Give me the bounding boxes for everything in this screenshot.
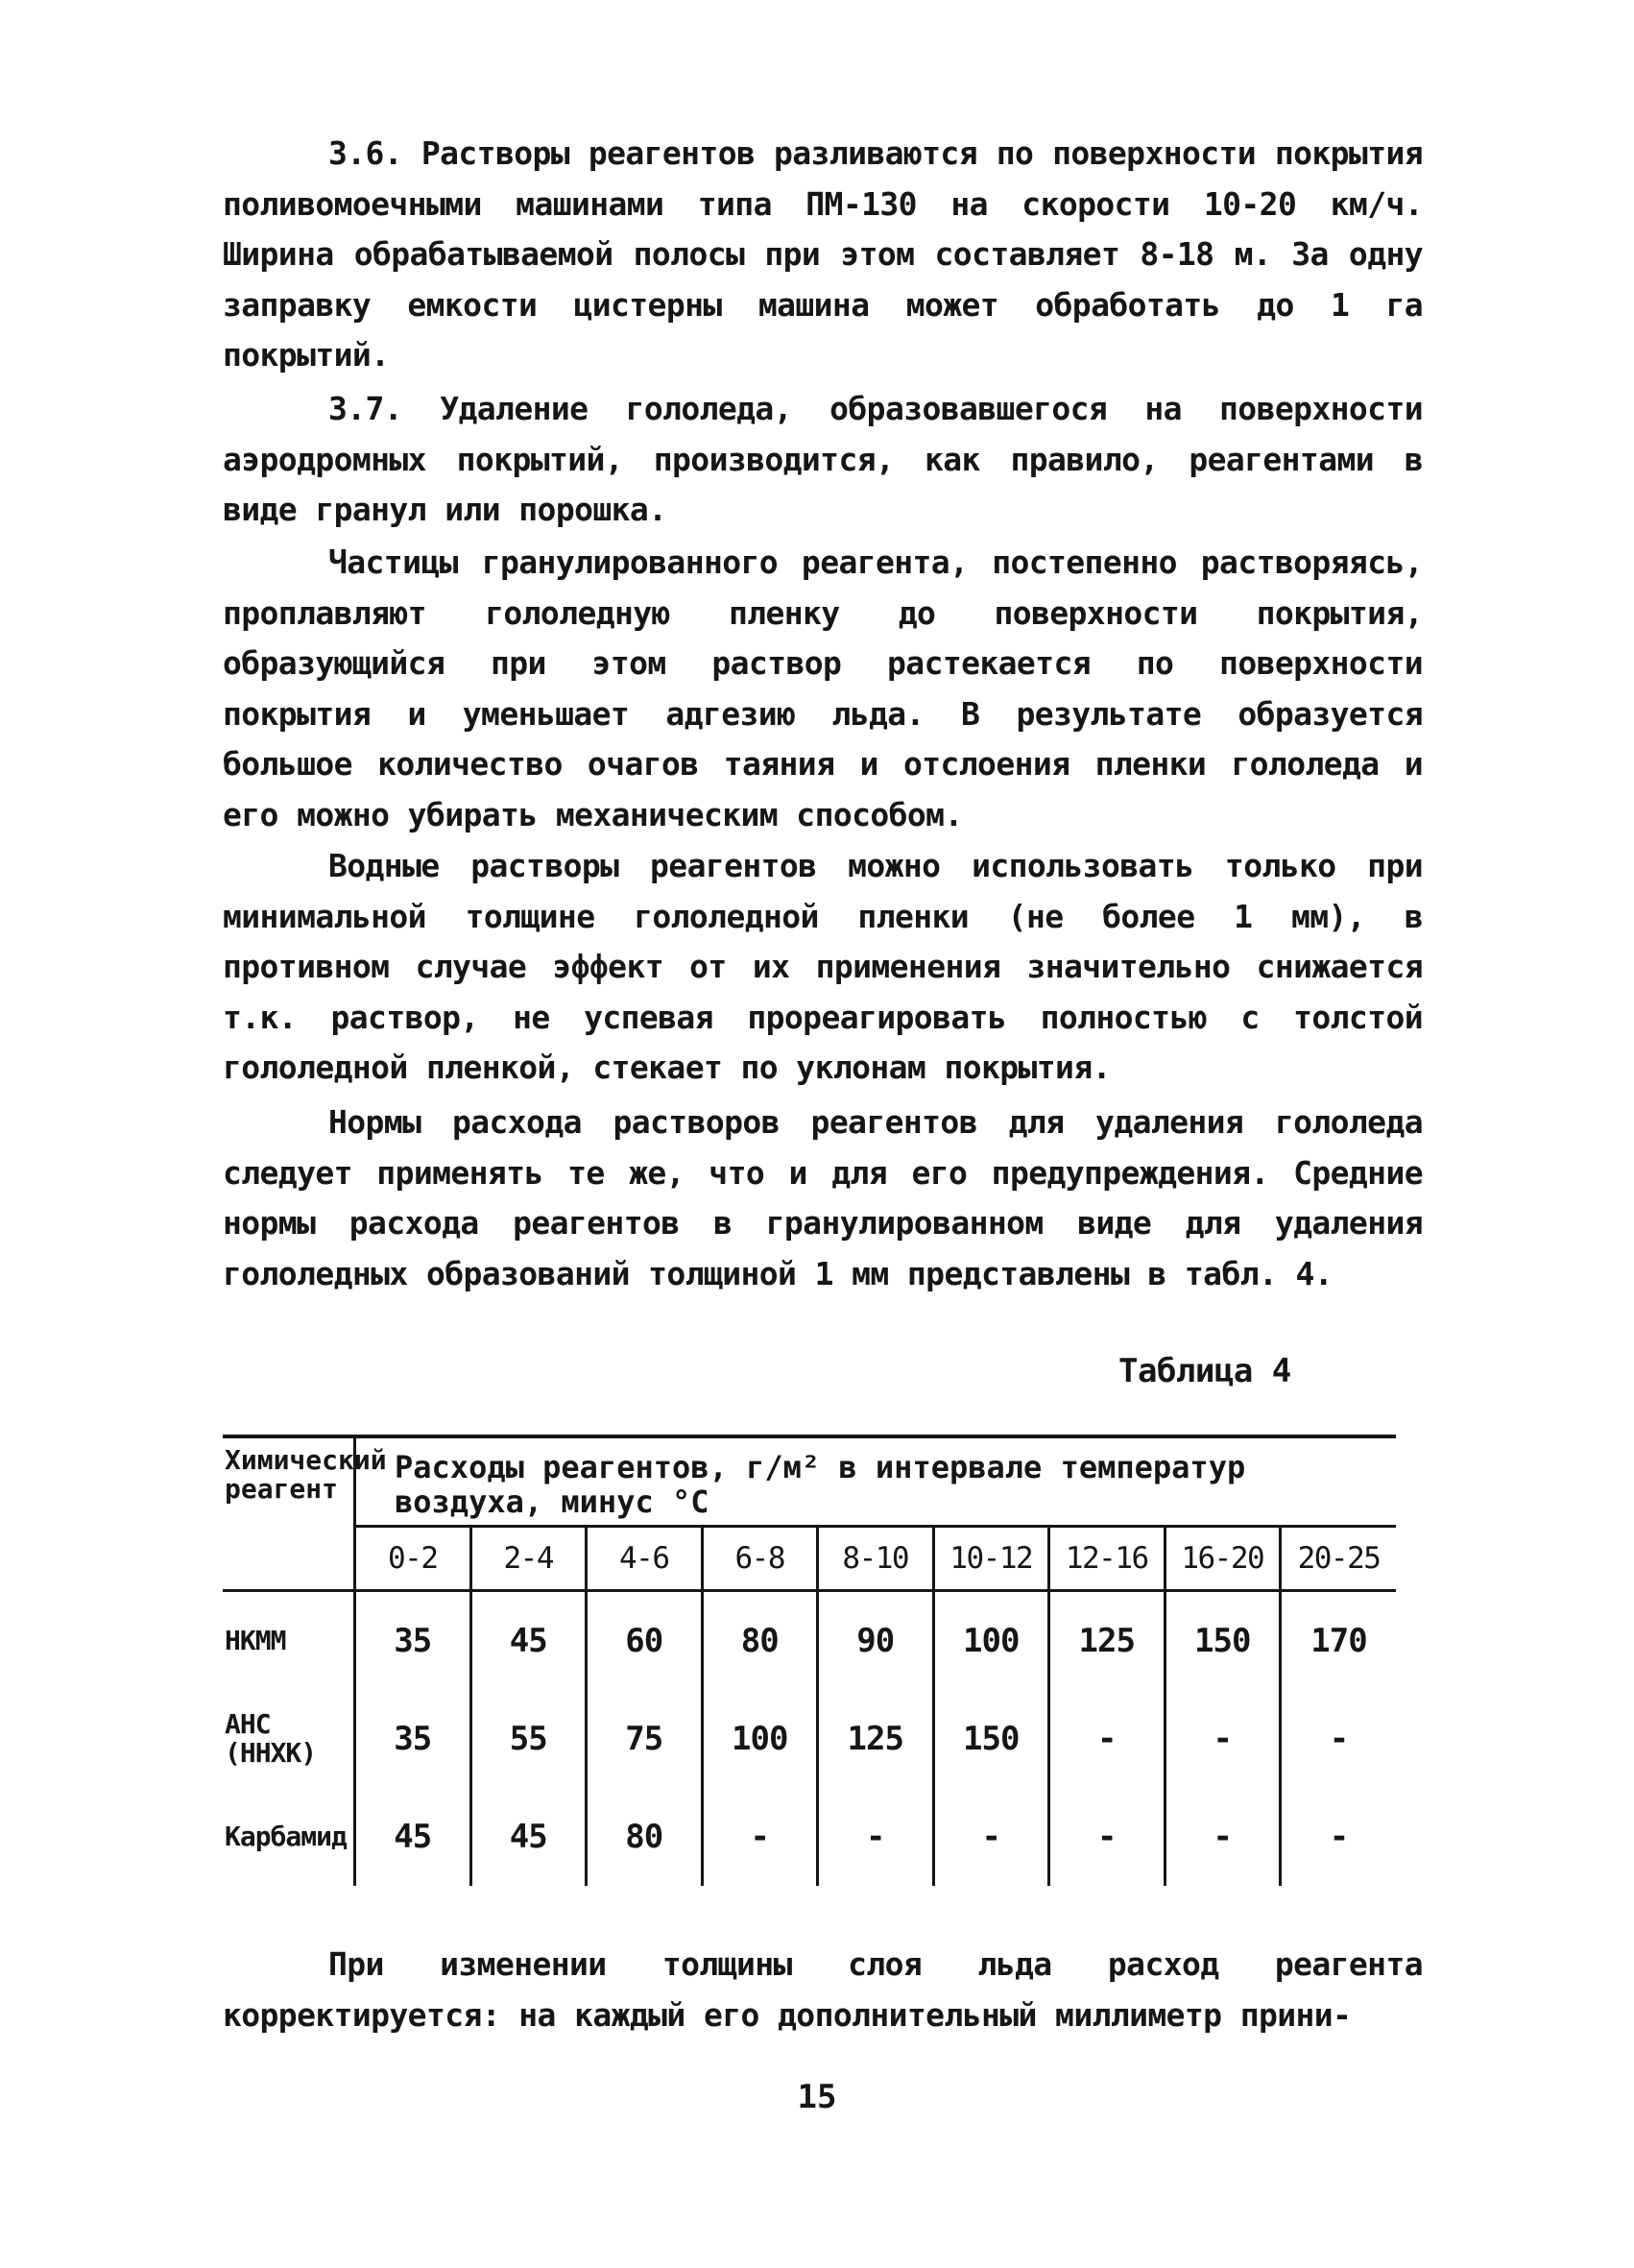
range-header: 10-12 xyxy=(933,1527,1049,1591)
table-cell: 45 xyxy=(470,1591,587,1691)
page-number: 15 xyxy=(797,2078,837,2116)
table-caption: Таблица 4 xyxy=(1118,1352,1291,1390)
reagent-name: НКММ xyxy=(223,1591,355,1691)
table-cell: 170 xyxy=(1310,1622,1367,1660)
table-cell: 90 xyxy=(818,1591,934,1691)
table-cell: - xyxy=(1049,1690,1165,1788)
table-header-chemical: Химический реагент xyxy=(223,1436,355,1591)
table-header-consumption: Расходы реагентов, г/м² в интервале температур воздуха, минус °С xyxy=(355,1436,1397,1527)
range-header: 16-20 xyxy=(1165,1527,1281,1591)
paragraph-after-table: При изменении толщины слоя льда расход реагента корректируется: на каждый его дополнительный миллиметр прини- xyxy=(223,1945,1423,2034)
table-row xyxy=(223,1591,1396,1691)
range-header: 0-2 xyxy=(355,1527,471,1591)
table-cell: 100 xyxy=(702,1690,818,1788)
paragraph-granules: Частицы гранулированного реагента, постепенно растворяясь, проплавляют гололедную пленку до поверхности покрытия, образующийся при этом раствор растекается по поверхности покрытия и уменьшает адгезию льда. В результате образуется большое количество очагов таяния и отслоения пленки гололеда и его можно убирать механическим способом. xyxy=(223,543,1423,833)
range-header: 20-25 xyxy=(1281,1527,1397,1591)
table-cell: 45 xyxy=(470,1788,587,1886)
table-cell: 75 xyxy=(587,1690,703,1788)
range-header: 6-8 xyxy=(702,1527,818,1591)
table-cell: 100 xyxy=(933,1591,1049,1691)
table-cell: 35 xyxy=(355,1591,471,1691)
range-header: 2-4 xyxy=(470,1527,587,1591)
table-cell: - xyxy=(1329,1818,1349,1856)
table-cell: - xyxy=(702,1788,818,1886)
range-header: 4-6 xyxy=(587,1527,703,1591)
table-cell: 60 xyxy=(587,1591,703,1691)
paragraph-3-7: 3.7. Удаление гололеда, образовавшегося на поверхности аэродромных покрытий, производится, как правило, реагентами в виде гранул или порошка. xyxy=(223,390,1423,528)
table-cell: - xyxy=(1049,1788,1165,1886)
table-cell: - xyxy=(933,1788,1049,1886)
table-cell: 125 xyxy=(1049,1591,1165,1691)
table-cell: - xyxy=(1165,1690,1281,1788)
paragraph-3-6: 3.6. Растворы реагентов разливаются по поверхности покрытия поливомоечными машинами типа ПМ-130 на скорости 10-20 км/ч. Ширина обрабатываемой полосы при этом составляет 8-18 м. За одну заправку емкости цистерны машина может обработать до 1 га покрытий. xyxy=(223,134,1423,374)
range-header: 12-16 xyxy=(1049,1527,1165,1591)
reagent-consumption-table xyxy=(223,1435,1396,1886)
table-cell: 35 xyxy=(355,1690,471,1788)
table-row xyxy=(223,1788,1396,1886)
table-cell: 150 xyxy=(1165,1591,1281,1691)
table-header-row xyxy=(223,1436,1396,1527)
paragraph-norms: Нормы расхода растворов реагентов для удаления гололеда следует применять те же, что и для его предупреждения. Средние нормы расхода реагентов в гранулированном виде для удаления гололедных образований толщиной 1 мм представлены в табл. 4. xyxy=(223,1103,1423,1292)
reagent-name: АНС (ННХК) xyxy=(223,1690,355,1788)
table-cell: 125 xyxy=(818,1690,934,1788)
table-cell: 45 xyxy=(355,1788,471,1886)
table-cell: 55 xyxy=(470,1690,587,1788)
reagent-name: Карбамид xyxy=(223,1788,355,1886)
paragraph-solutions: Водные растворы реагентов можно использовать только при минимальной толщине гололедной пленки (не более 1 мм), в противном случае эффект от их применения значительно снижается т.к. раствор, не успевая прореагировать полностью с толстой гололедной пленкой, стекает по уклонам покрытия. xyxy=(223,847,1423,1086)
table-cell: - xyxy=(1165,1788,1281,1886)
table-header-ranges xyxy=(223,1527,1396,1591)
table-cell: - xyxy=(818,1788,934,1886)
table-cell: 80 xyxy=(702,1591,818,1691)
table-cell: - xyxy=(1329,1720,1349,1758)
table-cell: 150 xyxy=(933,1690,1049,1788)
table-row xyxy=(223,1690,1396,1788)
table-cell: 80 xyxy=(587,1788,703,1886)
range-header: 8-10 xyxy=(818,1527,934,1591)
